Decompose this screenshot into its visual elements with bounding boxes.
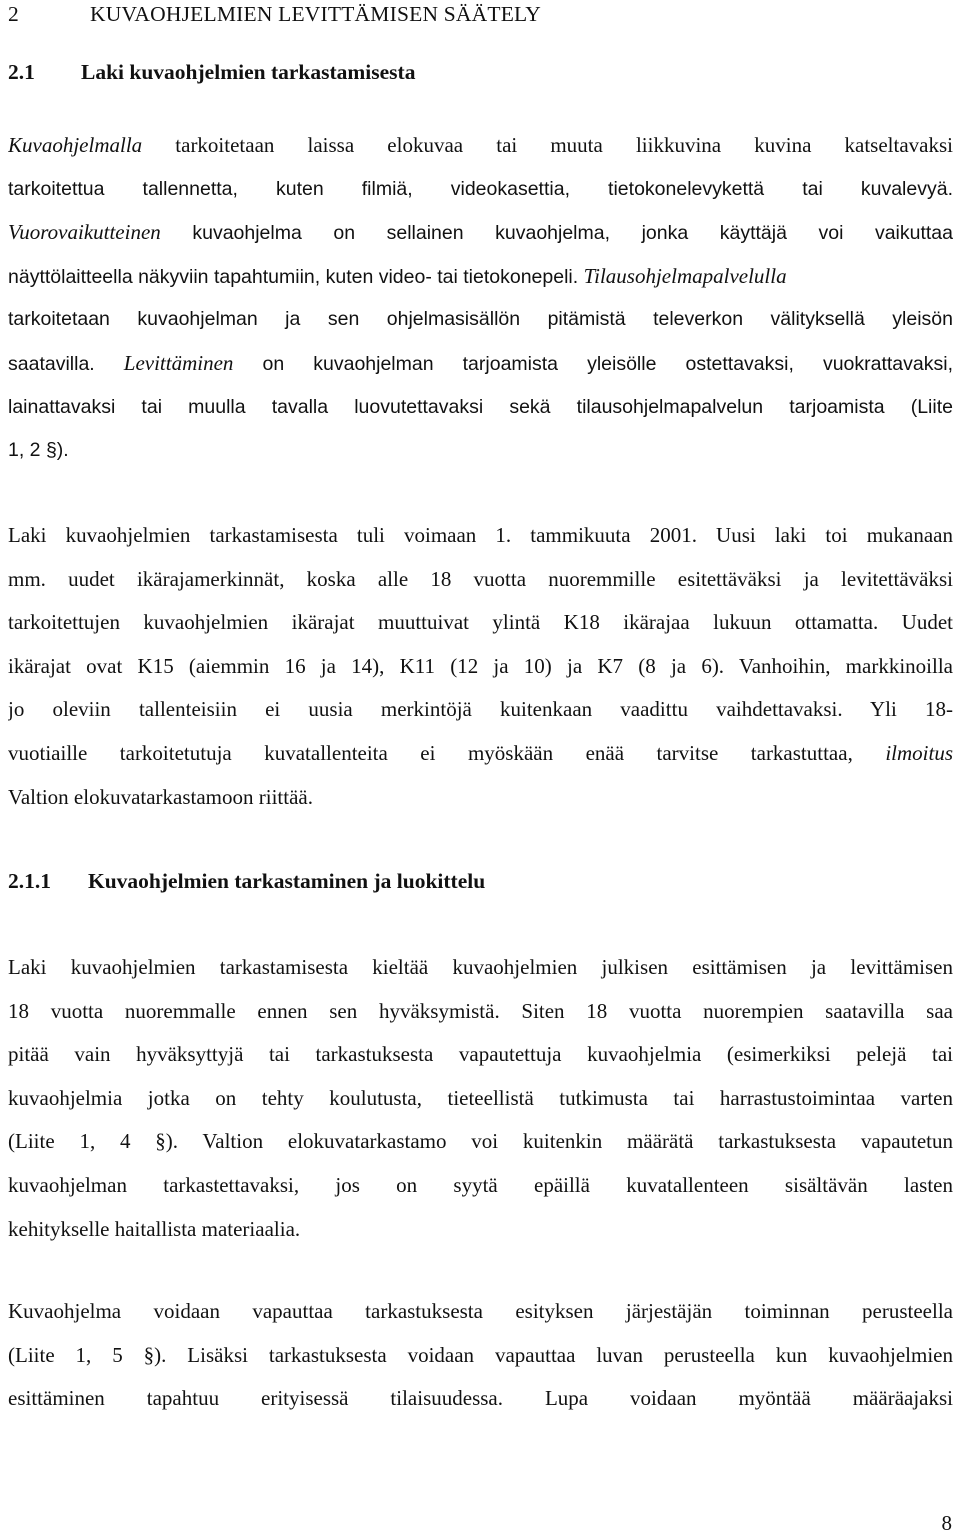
subsection-number: 2.1.1 (8, 869, 51, 893)
text-line: ikärajat ovat K15 (aiemmin 16 ja 14), K11 (12 ja 10) ja K7 (8 ja 6). Vanhoihin, markkinoilla (8, 653, 953, 678)
text-line: Laki kuvaohjelmien tarkastamisesta tuli voimaan 1. tammikuuta 2001. Uusi laki toi mukanaan (8, 523, 953, 547)
text-line: Vuorovaikutteinen kuvaohjelma on sellainen kuvaohjelma, jonka käyttäjä voi vaikuttaa (8, 220, 953, 245)
text-line: Laki kuvaohjelmien tarkastamisesta kieltää kuvaohjelmien julkisen esittämisen ja levittämisen (8, 955, 953, 979)
text-line: kehitykselle haitallista materiaalia. (8, 1216, 301, 1241)
text-line: kuvaohjelman tarkastettavaksi, jos on syytä epäillä kuvatallenteen sisältävän lasten (8, 1172, 953, 1197)
section-title: Laki kuvaohjelmien tarkastamisesta (81, 60, 416, 84)
text-line: (Liite 1, 4 §). Valtion elokuvatarkastamo voi kuitenkin määrätä tarkastuksesta vapautetun (8, 1129, 953, 1154)
text-line: kuvaohjelmia jotka on tehty koulutusta, tieteellistä tutkimusta tai harrastustoimintaa varten (8, 1085, 953, 1110)
page-number: 8 (941, 1511, 952, 1535)
text-line: tarkoitettua tallennetta, kuten filmiä, videokasettia, tietokonelevykettä tai kuvalevyä. (8, 177, 953, 200)
chapter-number: 2 (8, 2, 19, 26)
subsection-heading (8, 869, 485, 894)
text-line: Valtion elokuvatarkastamoon riittää. (8, 784, 313, 809)
text-line: tarkoitetaan kuvaohjelman ja sen ohjelmasisällön pitämistä televerkon välityksellä yleisön (8, 308, 953, 331)
section-number: 2.1 (8, 60, 35, 84)
term: Levittäminen (123, 350, 234, 375)
text-line: (Liite 1, 5 §). Lisäksi tarkastuksesta voidaan vapauttaa luvan perusteella kun kuvaohjelmien (8, 1342, 953, 1367)
text-line: näyttölaitteella näkyviin tapahtumiin, kuten video- tai tietokonepeli. Tilausohjelmapalvelulla (8, 263, 787, 288)
term: Tilausohjelmapalvelulla (583, 263, 787, 288)
text-line: jo oleviin tallenteisiin ei uusia merkintöjä kuitenkaan vaadittu vaihdettavaksi. Yli 18- (8, 697, 953, 722)
paragraph-exemption (8, 1290, 953, 1421)
text-line: tarkoitettujen kuvaohjelmien ikärajat muuttuivat ylintä K18 ikärajaa lukuun ottamatta. Uudet (8, 610, 953, 635)
text-line: Kuvaohjelma voidaan vapauttaa tarkastuksesta esityksen järjestäjän toiminnan perusteella (8, 1299, 953, 1323)
text-line: lainattavaksi tai muulla tavalla luovutettavaksi sekä tilausohjelmapalvelun tarjoamista (Liite (8, 395, 953, 418)
text-line: esittäminen tapahtuu erityisessä tilaisuudessa. Lupa voidaan myöntää määräajaksi (8, 1386, 953, 1411)
chapter-heading (8, 2, 541, 27)
text-line: Kuvaohjelmalla tarkoitetaan laissa elokuvaa tai muuta liikkuvina kuvina katseltavaksi (8, 133, 953, 157)
text-line: 18 vuotta nuoremmalle ennen sen hyväksymistä. Siten 18 vuotta nuorempien saatavilla saa (8, 998, 953, 1023)
paragraph-law-2001 (8, 514, 953, 819)
subsection-title: Kuvaohjelmien tarkastaminen ja luokittelu (88, 869, 486, 893)
term: ilmoitus (885, 740, 953, 765)
text-line: pitää vain hyväksyttyjä tai tarkastuksesta vapautettuja kuvaohjelmia (esimerkiksi pelejä tai (8, 1042, 953, 1067)
paragraph-prohibition (8, 946, 953, 1251)
text-line: vuotiaille tarkoitetutuja kuvatallenteita ei myöskään enää tarvitse tarkastuttaa, ilmoitus (8, 740, 953, 765)
text-line: mm. uudet ikärajamerkinnät, koska alle 18 vuotta nuoremmille esitettäväksi ja levitettäväksi (8, 566, 953, 591)
term: Kuvaohjelmalla (8, 133, 143, 157)
text-line: saatavilla. Levittäminen on kuvaohjelman tarjoamista yleisölle ostettavaksi, vuokrattavaksi, (8, 350, 953, 375)
chapter-title: KUVAOHJELMIEN LEVITTÄMISEN SÄÄTELY (90, 2, 541, 26)
term: Vuorovaikutteinen (8, 220, 161, 245)
paragraph-definitions (8, 124, 953, 473)
section-heading (8, 60, 415, 85)
text-line: 1, 2 §). (8, 439, 69, 462)
